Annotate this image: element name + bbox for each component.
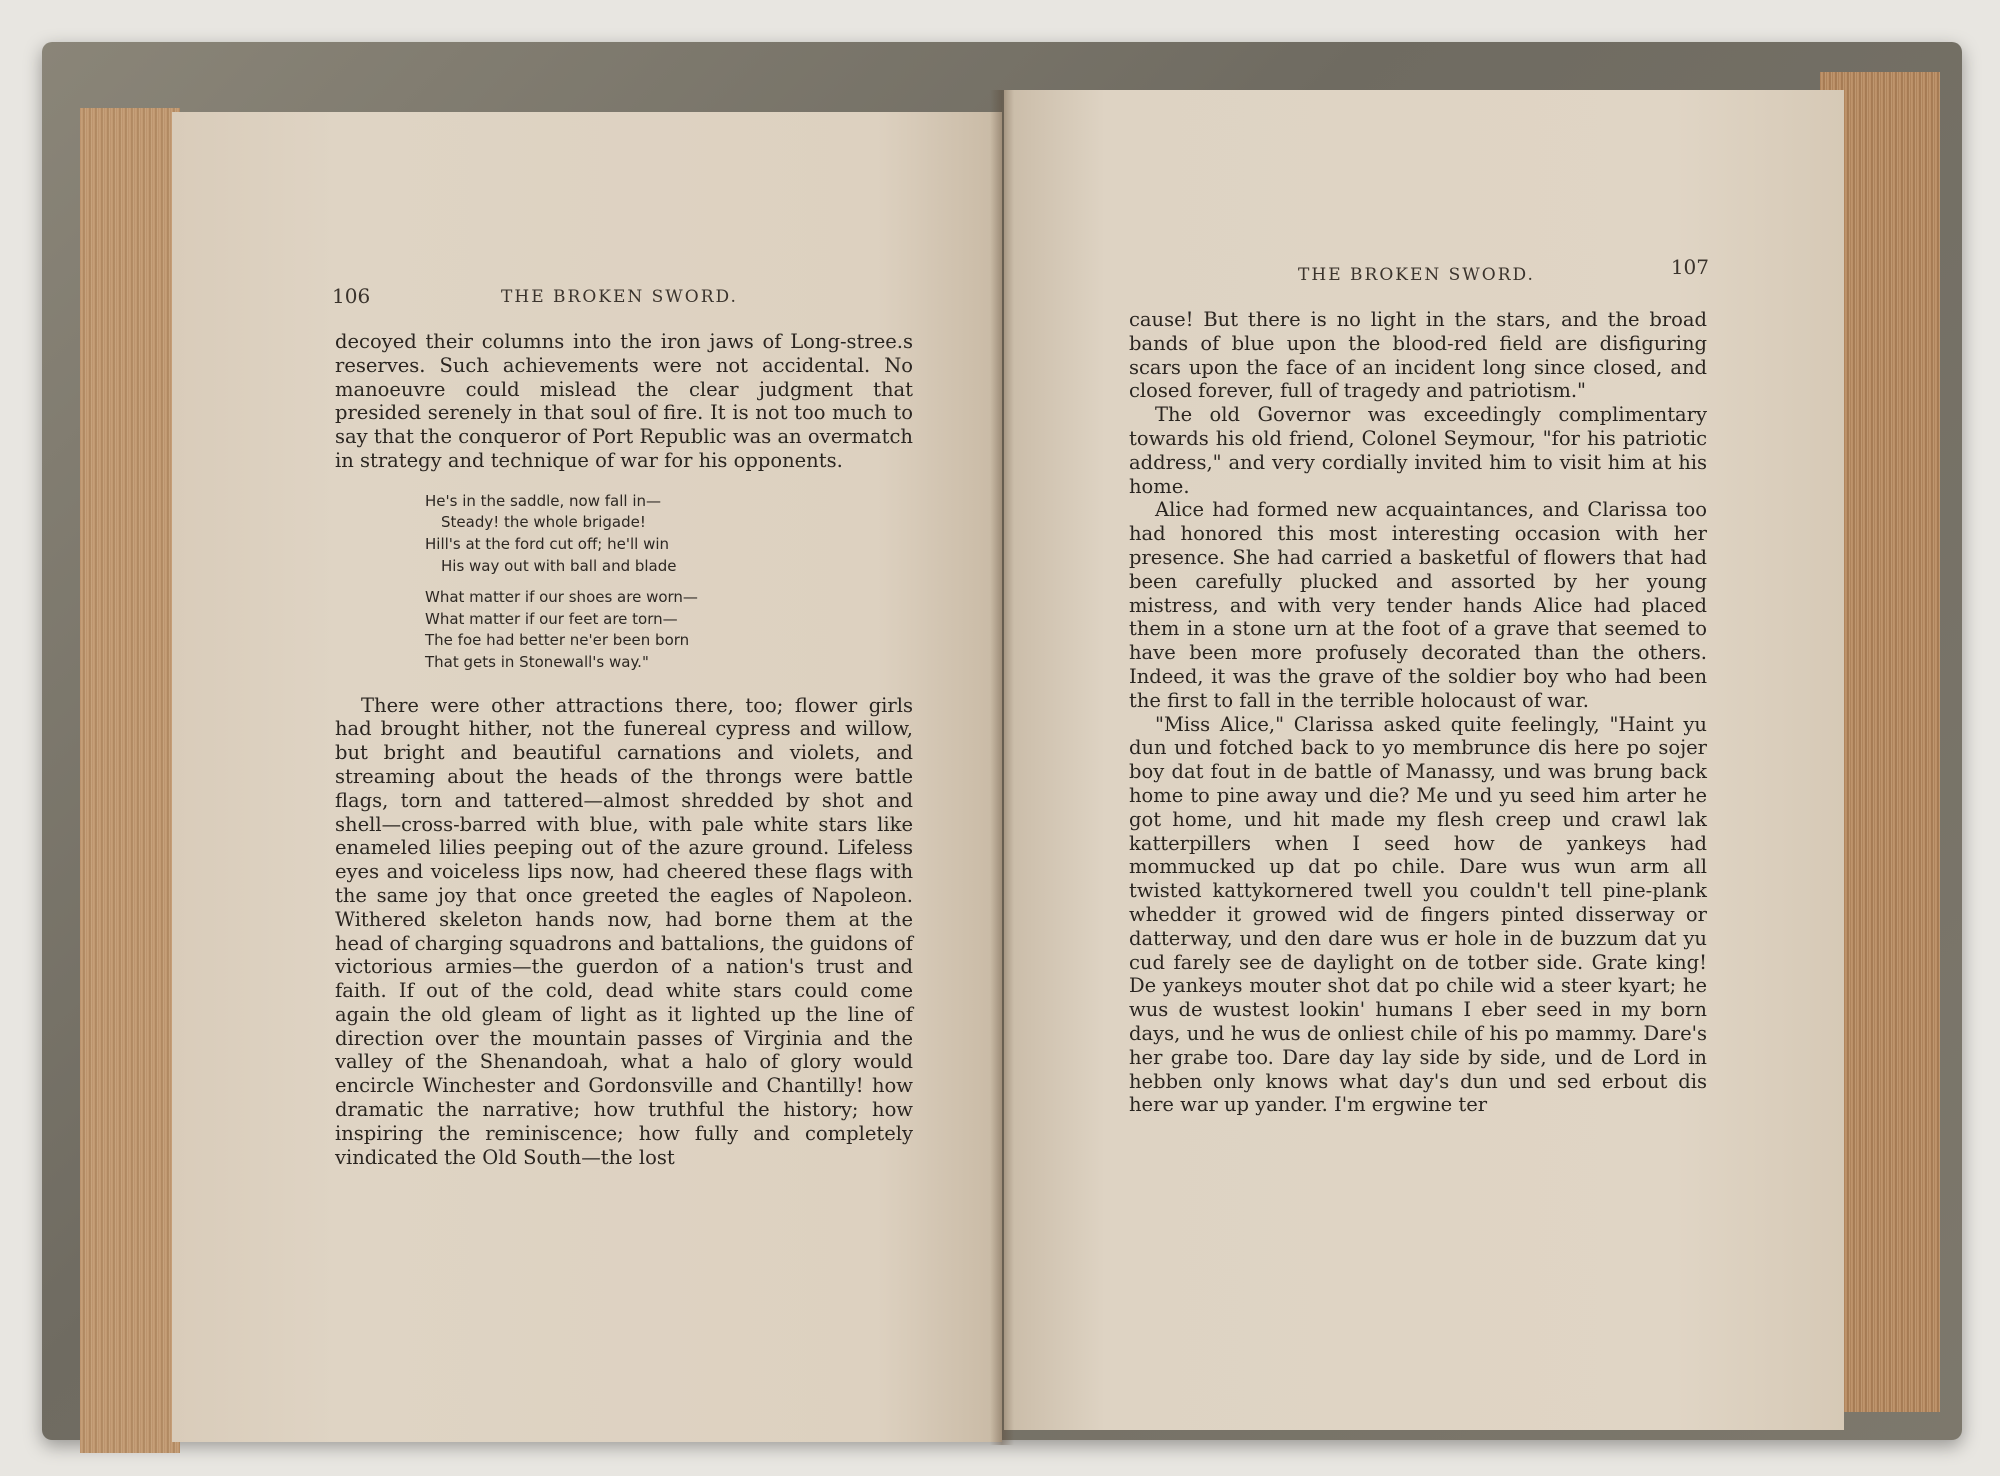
verse-line: What matter if our shoes are worn— [425,588,698,607]
page-number-left: 106 [332,284,371,308]
right-page-body [1129,308,1707,1117]
verse-block [425,491,913,674]
verse-line: His way out with ball and blade [441,556,677,575]
verse-line: What matter if our feet are torn— [425,609,678,628]
left-page-body [335,330,913,1169]
verse-line: That gets in Stonewall's way." [425,652,649,671]
right-page [1004,90,1844,1430]
left-page [172,112,1002,1442]
verse-stanza-1 [425,491,913,577]
left-paragraph-2: There were other attractions there, too; flower girls had brought hither, not the funereal cypress and willow, but bright and beautiful carnations and violets, and streaming about the heads of the throngs were battle flags, torn and tattered—almost shredded by shot and shell—cross-barred with blue, with pale white stars like enameled lilies peeping out of the azure ground. Lifeless eyes and voiceless lips now, had cheered these flags with the same joy that once greeted the eagles of Napoleon. Withered skeleton hands now, had borne them at the head of charging squadrons and battalions, the guidons of victorious armies—the guerdon of a nation's trust and faith. If out of the cold, dead white stars could come again the old gleam of light as it lighted up the line of direction over the mountain passes of Virginia and the valley of the Shenandoah, what a halo of glory would encircle Winchester and Gordonsville and Chantilly! how dramatic the narrative; how truthful the history; how inspiring the reminiscence; how fully and completely vindicated the Old South—the lost [335,693,913,1169]
verse-line: Hill's at the ford cut off; he'll win [425,534,670,553]
book-gutter [990,90,1014,1445]
page-number-right: 107 [1670,255,1709,279]
verse-line: Steady! the whole brigade! [441,513,646,532]
left-page-edges [80,108,180,1453]
verse-line: The foe had better ne'er been born [425,631,690,650]
verse-stanza-2 [425,587,913,673]
running-title-left: THE BROKEN SWORD. [501,287,738,307]
verse-line: He's in the saddle, now fall in— [425,491,661,510]
running-title-right: THE BROKEN SWORD. [1298,265,1535,285]
left-paragraph-1: decoyed their columns into the iron jaws of Long-stree.s reserves. Such achievements were not accidental. No manoeuvre could mislead the clear judgment that presided serenely in that soul of fire. It is not too much to say that the conqueror of Port Republic was an overmatch in strategy and technique of war for his opponents. [335,330,913,472]
right-paragraph-4: "Miss Alice," Clarissa asked quite feelingly, "Haint yu dun und fotched back to yo membrunce dis here po sojer boy dat fout in de battle of Manassy, und was brung back home to pine away und die? Me und yu seed him arter he got home, und hit made my flesh creep und crawl lak katterpillers when I seed how de yankeys had mommucked up dat po chile. Dare wus wun arm all twisted kattykornered twell you couldn't tell pine-plank whedder it growed wid de fingers pinted disserway or datterway, und den dare wus er hole in de buzzum dat yu cud farely see de daylight on de totber side. Grate king! De yankeys mouter shot dat po chile wid a steer kyart; he wus de wustest lookin' humans I eber seed in my born days, und he wus de onliest chile of his po mammy. Dare's her grabe too. Dare day lay side by side, und de Lord in hebben only knows what day's dun und sed erbout dis here war up yander. I'm ergwine ter [1129,712,1707,1117]
right-paragraph-1: cause! But there is no light in the stars, and the broad bands of blue upon the blood-red field are disfiguring scars upon the face of an incident long since closed, and closed forever, full of tragedy and patriotism." [1129,308,1707,403]
right-paragraph-3: Alice had formed new acquaintances, and Clarissa too had honored this most interesting occasion with her presence. She had carried a basketful of flowers that had been carefully plucked and assorted by her young mistress, and with very tender hands Alice had placed them in a stone urn at the foot of a grave that seemed to have been more profusely decorated than the others. Indeed, it was the grave of the soldier boy who had been the first to fall in the terrible holocaust of war. [1129,498,1707,712]
right-paragraph-2: The old Governor was exceedingly complimentary towards his old friend, Colonel Seymour, "for his patriotic address," and very cordially invited him to visit him at his home. [1129,403,1707,498]
